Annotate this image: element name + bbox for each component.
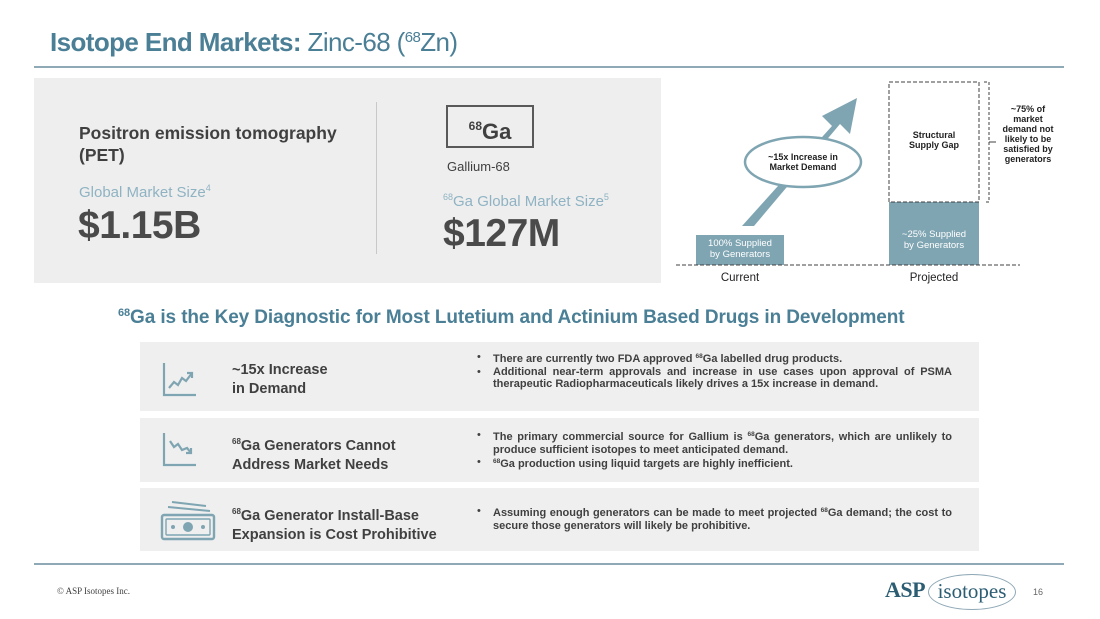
pet-market-size-value: $1.15B	[78, 204, 201, 247]
footer-divider	[34, 563, 1064, 565]
page-title: Isotope End Markets: Zinc-68 ($^{68}$Zn)	[50, 27, 458, 57]
gap-bracket	[984, 82, 989, 202]
bullet-item: • There are currently two FDA approved $^{68}$Ga labelled drug products.	[477, 351, 952, 366]
row-bullets	[477, 429, 952, 471]
company-logo-asp: ASP	[885, 577, 926, 602]
x-label-projected: Projected	[909, 272, 959, 284]
generator-limit-row	[140, 418, 979, 482]
trend-down-chart-icon	[160, 431, 198, 469]
page-number: 16	[1033, 587, 1044, 597]
pet-heading: Positron emission tomography (PET)	[79, 123, 337, 165]
bullet-item: • Assuming enough generators can be made to meet projected $^{68}$Ga demand; the cost to secure those generators will likely be prohibitive.	[477, 505, 952, 532]
row-bullets	[477, 351, 952, 391]
money-bills-icon	[160, 498, 216, 542]
row-heading: ~15x Increase in Demand	[232, 362, 328, 397]
gap-note: ~75% of market demand not likely to be satisfied by generators	[1002, 104, 1054, 164]
gallium-market-size-value: $127M	[443, 212, 560, 255]
x-label-current: Current	[720, 272, 760, 284]
supply-gap-label: Structural Supply Gap	[908, 130, 959, 150]
current-bar-label: 100% Supplied by Generators	[708, 238, 772, 260]
bullet-item: • Additional near-term approvals and increase in use cases upon approval of PSMA therapeutic Radiopharmaceuticals likely drives a 15x increase in demand.	[477, 366, 952, 391]
row-heading: $^{68}$Ga Generator Install-Base Expansion is Cost Prohibitive	[232, 507, 437, 543]
row-heading: $^{68}$Ga Generators Cannot Address Market Needs	[232, 437, 396, 473]
copyright-text: © ASP Isotopes Inc.	[57, 586, 131, 596]
pet-market-size-label: Global Market Size$^4$	[79, 183, 211, 201]
gallium-element-box: $^{68}$Ga	[446, 105, 534, 148]
cost-prohibitive-row	[140, 488, 979, 551]
bullet-item: • The primary commercial source for Gallium is $^{68}$Ga generators, which are unlikely to produce sufficient isotopes to meet anticipated demand.	[477, 429, 952, 456]
projected-bar-label: ~25% Supplied by Generators	[901, 229, 967, 251]
trend-up-chart-icon	[160, 361, 198, 399]
gallium-market-size-label: $^{68}$Ga Global Market Size$^5$	[443, 192, 609, 210]
company-logo-isotopes: isotopes	[928, 574, 1016, 610]
row-bullets	[477, 505, 952, 532]
section-subtitle: $^{68}$Ga is the Key Diagnostic for Most Lutetium and Actinium Based Drugs in Development	[118, 307, 905, 328]
demand-callout-label: ~15x Increase in Market Demand	[768, 152, 838, 172]
gallium-name: Gallium-68	[447, 159, 510, 174]
market-size-panel	[34, 78, 661, 283]
demand-increase-row	[140, 342, 979, 411]
title-divider	[34, 66, 1064, 68]
bullet-item: • $^{68}$Ga production using liquid targets are highly inefficient.	[477, 456, 952, 471]
